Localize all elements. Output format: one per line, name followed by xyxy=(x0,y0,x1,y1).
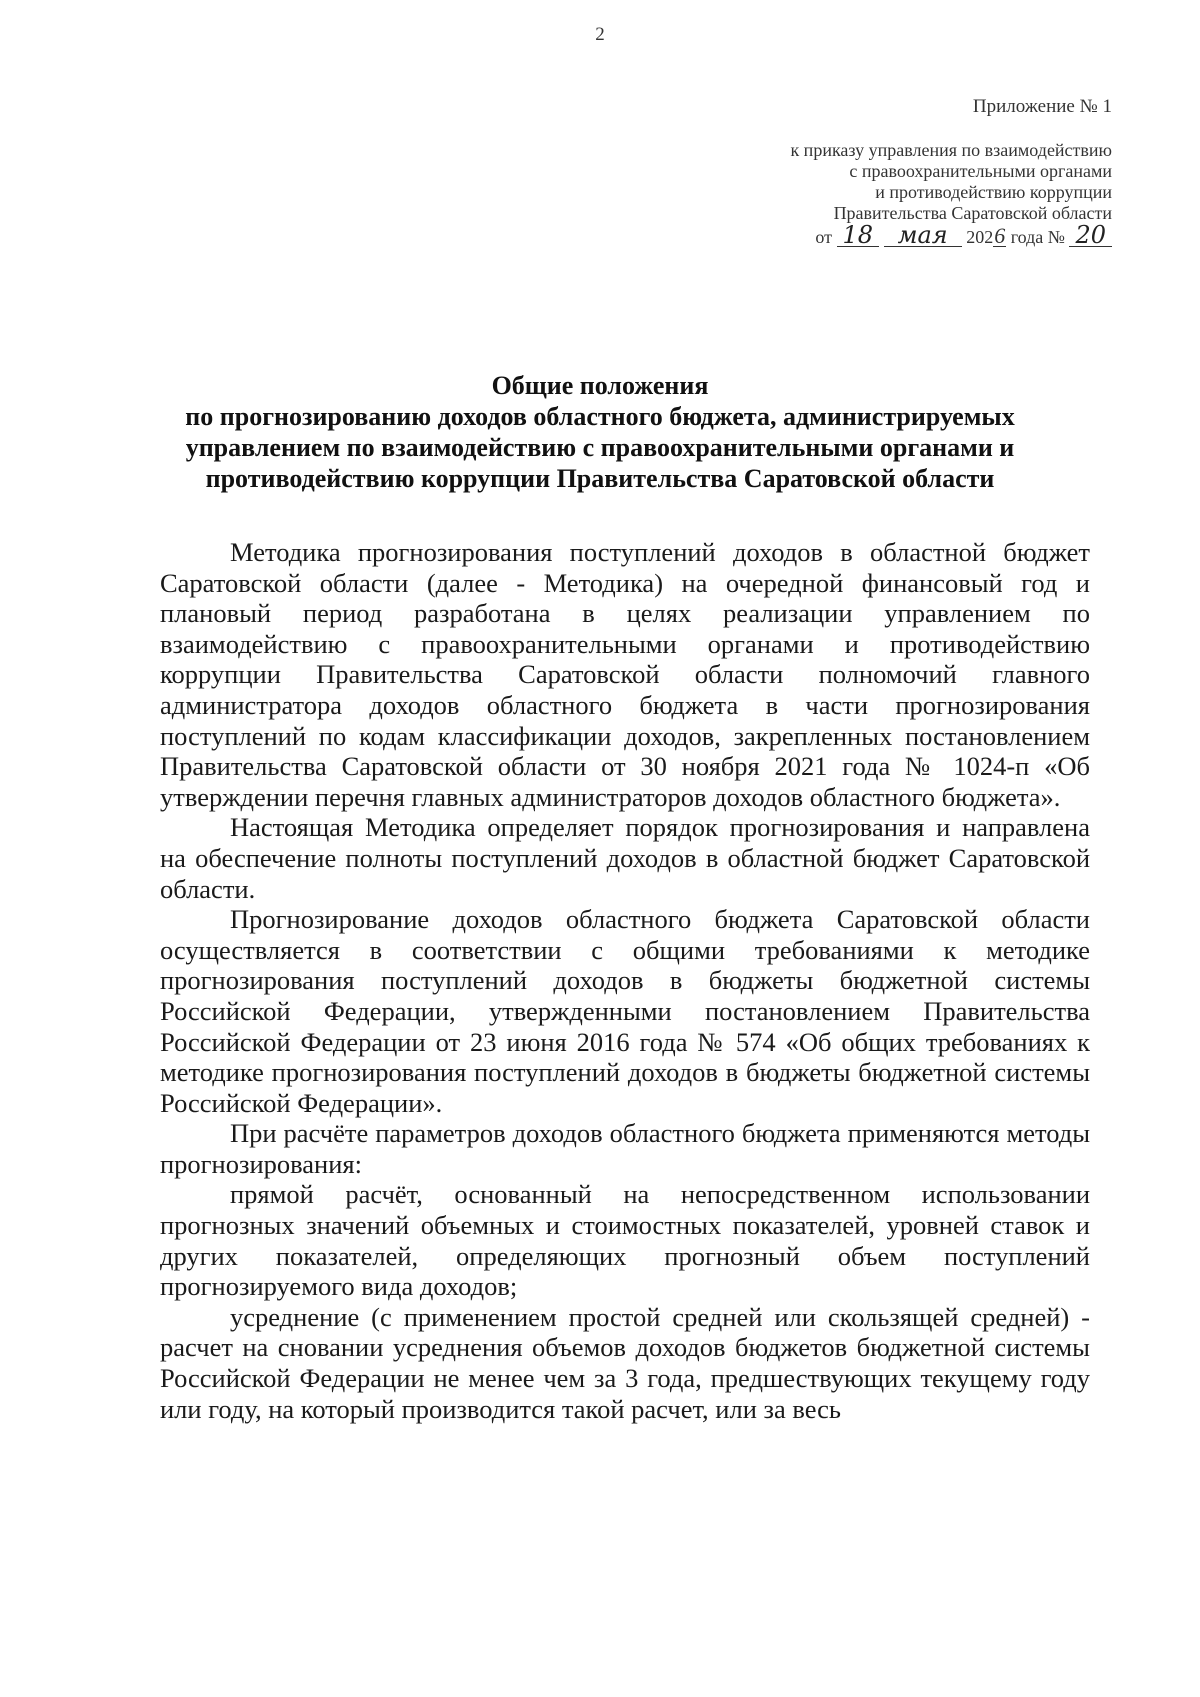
order-line: к приказу управления по взаимодействию xyxy=(790,140,1112,160)
paragraph: Методика прогнозирования поступлений доходов в областной бюджет Саратовской области (далее - Методика) на очередной финансовый год и плановый период разработана в целях реализации управлением по взаимодействию с правоохранительными органами и противодействию коррупции Правительства Саратовской области полномочий главного администратора доходов областного бюджета в части прогнозирования поступлений по кодам классификации доходов, закрепленных постановлением Правительства Саратовской области от 30 ноября 2021 года № 1024-п «Об утверждении перечня главных администраторов доходов областного бюджета». xyxy=(160,537,1090,812)
order-line: с правоохранительными органами xyxy=(849,161,1112,181)
title-line: Общие положения xyxy=(491,371,709,400)
paragraph: Прогнозирование доходов областного бюджета Саратовской области осуществляется в соответствии с общими требованиями к методике прогнозирования поступлений доходов в бюджеты бюджетной системы Российской Федерации, утвержденными постановлением Правительства Российской Федерации от 23 июня 2016 года № 574 «Об общих требованиях к методике прогнозирования поступлений доходов в бюджеты бюджетной системы Российской Федерации». xyxy=(160,904,1090,1118)
document-title xyxy=(140,370,1060,494)
title-line: по прогнозированию доходов областного бюджета, администрируемых xyxy=(185,402,1015,431)
paragraph: При расчёте параметров доходов областного бюджета применяются методы прогнозирования: xyxy=(160,1118,1090,1179)
order-reference xyxy=(552,140,1112,248)
date-prefix: от xyxy=(815,227,833,247)
title-line: противодействию коррупции Правительства Саратовской области xyxy=(205,464,995,493)
year-printed: 202 xyxy=(966,227,994,247)
page-number: 2 xyxy=(595,24,605,45)
number-prefix: № xyxy=(1047,227,1065,247)
handwritten-order-number: 20 xyxy=(1069,224,1112,247)
order-line: Правительства Саратовской области xyxy=(833,203,1112,223)
paragraph: прямой расчёт, основанный на непосредственном использовании прогнозных значений объемных и стоимостных показателей, уровней ставок и других показателей, определяющих прогнозный объем поступлений прогнозируемого вида доходов; xyxy=(160,1179,1090,1302)
order-line: и противодействию коррупции xyxy=(875,182,1112,202)
document-body xyxy=(160,537,1090,1424)
handwritten-year-digit: 6 xyxy=(994,223,1006,248)
order-date-line xyxy=(552,221,1112,249)
year-suffix: года xyxy=(1010,227,1044,247)
appendix-label: Приложение № 1 xyxy=(972,96,1112,117)
handwritten-month: мая xyxy=(884,224,962,247)
title-line: управлением по взаимодействию с правоохранительными органами и xyxy=(185,433,1015,462)
paragraph: Настоящая Методика определяет порядок прогнозирования и направлена на обеспечение полноты поступлений доходов в областной бюджет Саратовской области. xyxy=(160,812,1090,904)
paragraph: усреднение (с применением простой средней или скользящей средней) - расчет на сновании усреднения объемов доходов бюджетов бюджетной системы Российской Федерации не менее чем за 3 года, предшествующих текущему году или году, на который производится такой расчет, или за весь xyxy=(160,1301,1090,1424)
handwritten-day: 18 xyxy=(837,224,880,247)
